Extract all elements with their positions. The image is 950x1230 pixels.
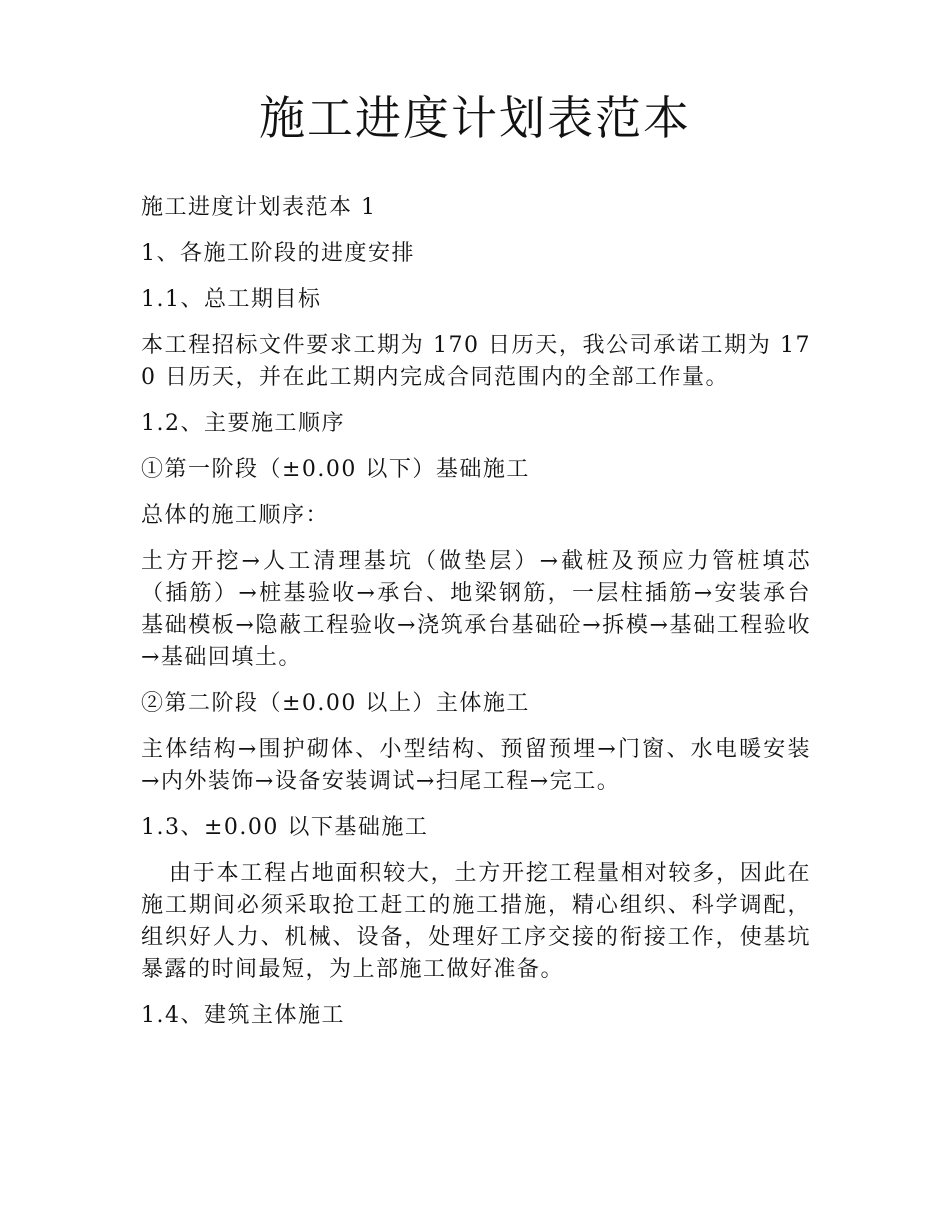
body-paragraph: 总体的施工顺序： <box>141 503 330 528</box>
phase-heading: ②第二阶段（±0.00 以上）主体施工 <box>141 691 530 716</box>
document-title: 施工进度计划表范本 <box>259 91 691 145</box>
subsection-heading: 1.2、主要施工顺序 <box>141 411 345 436</box>
phase-heading: ①第一阶段（±0.00 以下）基础施工 <box>141 457 530 482</box>
document-body <box>141 192 811 1046</box>
body-paragraph: 土方开挖→人工清理基坑（做垫层）→截桩及预应力管桩填芯（插筋）→桩基验收→承台、地梁钢筋，一层柱插筋→安装承台基础模板→隐蔽工程验收→浇筑承台基础砼→拆模→基础工程验收→基础回填土。 <box>141 549 811 670</box>
body-paragraph: 本工程招标文件要求工期为 170 日历天，我公司承诺工期为 170 日历天，并在此工期内完成合同范围内的全部工作量。 <box>141 333 811 390</box>
subsection-heading: 1.3、±0.00 以下基础施工 <box>141 815 429 840</box>
subsection-heading: 1.1、总工期目标 <box>141 287 322 312</box>
subsection-heading: 1.4、建筑主体施工 <box>141 1003 345 1028</box>
section-heading: 施工进度计划表范本 1 <box>141 195 377 220</box>
body-paragraph: 由于本工程占地面积较大，土方开挖工程量相对较多，因此在施工期间必须采取抢工赶工的施工措施，精心组织、科学调配，组织好人力、机械、设备，处理好工序交接的衔接工作，使基坑暴露的时间最短，为上部施工做好准备。 <box>141 861 811 982</box>
body-paragraph: 主体结构→围护砌体、小型结构、预留预埋→门窗、水电暖安装→内外装饰→设备安装调试→扫尾工程→完工。 <box>141 737 811 794</box>
section-heading: 1、各施工阶段的进度安排 <box>141 241 415 266</box>
